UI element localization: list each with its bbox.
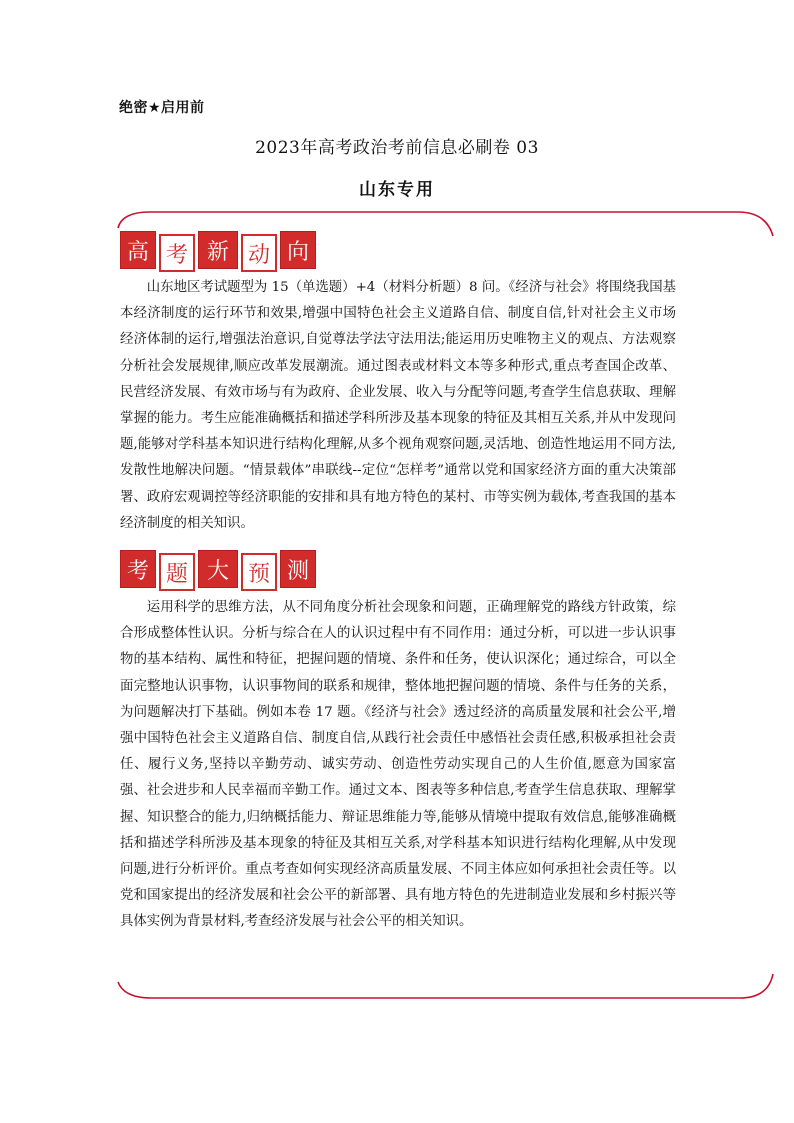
section-banner-prediction xyxy=(120,550,316,588)
banner-char: 高 xyxy=(120,231,156,269)
section1-paragraph: 山东地区考试题型为 15（单选题）+4（材料分析题）8 问。《经济与社会》将围绕我国基本经济制度的运行环节和效果,增强中国特色社会主义道路自信、制度自信,针对社会主义市场经济体制的运行,增强法治意识,自觉尊法学法守法用法;能运用历史唯物主义的观点、方法观察分析社会发展规律,顺应改革发展潮流。通过图表或材料文本等多种形式,重点考查国企改革、民营经济发展、有效市场与有为政府、企业发展、收入与分配等问题,考查学生信息获取、理解掌握的能力。考生应能准确概括和描述学科所涉及基本现象的特征及其相互关系,并从中发现问题,能够对学科基本知识进行结构化理解,从多个视角观察问题,灵活地、创造性地运用不同方法,发散性地解决问题。“情景载体”串联线--定位“怎样考”通常以党和国家经济方面的重大决策部署、政府宏观调控等经济职能的安排和具有地方特色的某村、市等实例为载体,考查我国的基本经济制度的相关知识。 xyxy=(120,280,676,531)
confidential-label: 绝密★启用前 xyxy=(119,100,205,116)
section2-paragraph: 运用科学的思维方法，从不同角度分析社会现象和问题，正确理解党的路线方针政策，综合形成整体性认识。分析与综合在人的认识过程中有不同作用：通过分析，可以进一步认识事物的基本结构、属性和特征，把握问题的情境、条件和任务，使认识深化；通过综合，可以全面完整地认识事物，认识事物间的联系和规律，整体地把握问题的情境、条件与任务的关系，为问题解决打下基础。例如本卷 17 题。《经济与社会》透过经济的高质量发展和社会公平,增强中国特色社会主义道路自信、制度自信,从践行社会责任中感悟社会责任感,积极承担社会责任、履行义务,坚持以辛勤劳动、诚实劳动、创造性劳动实现自己的人生价值,愿意为国家富强、社会进步和人民幸福而辛勤工作。通过文本、图表等多种信息,考查学生信息获取、理解掌握、知识整合的能力,归纳概括能力、辩证思维能力等,能够从情境中提取有效信息,能够准确概括和描述学科所涉及基本现象的特征及其相互关系,对学科基本知识进行结构化理解,从中发现问题,进行分析评价。重点考查如何实现经济高质量发展、不同主体应如何承担社会责任等。以党和国家提出的经济发展和社会公平的新部署、具有地方特色的先进制造业发展和乡村振兴等具体实例为背景材料,考查经济发展与社会公平的相关知识。 xyxy=(120,600,676,930)
page-subtitle: 山东专用 xyxy=(359,180,435,200)
banner-char: 向 xyxy=(280,231,316,269)
banner-char: 考 xyxy=(120,550,156,588)
page-title: 2023年高考政治考前信息必刷卷 03 xyxy=(255,138,539,158)
banner-char: 新 xyxy=(198,231,238,269)
section-banner-new-trends xyxy=(120,231,316,269)
banner-char: 考 xyxy=(159,234,195,272)
bottom-frame-line xyxy=(118,974,773,998)
banner-char: 测 xyxy=(280,550,316,588)
banner-char: 预 xyxy=(241,553,277,591)
banner-char: 大 xyxy=(198,550,238,588)
banner-char: 题 xyxy=(159,553,195,591)
banner-char: 动 xyxy=(241,234,277,272)
